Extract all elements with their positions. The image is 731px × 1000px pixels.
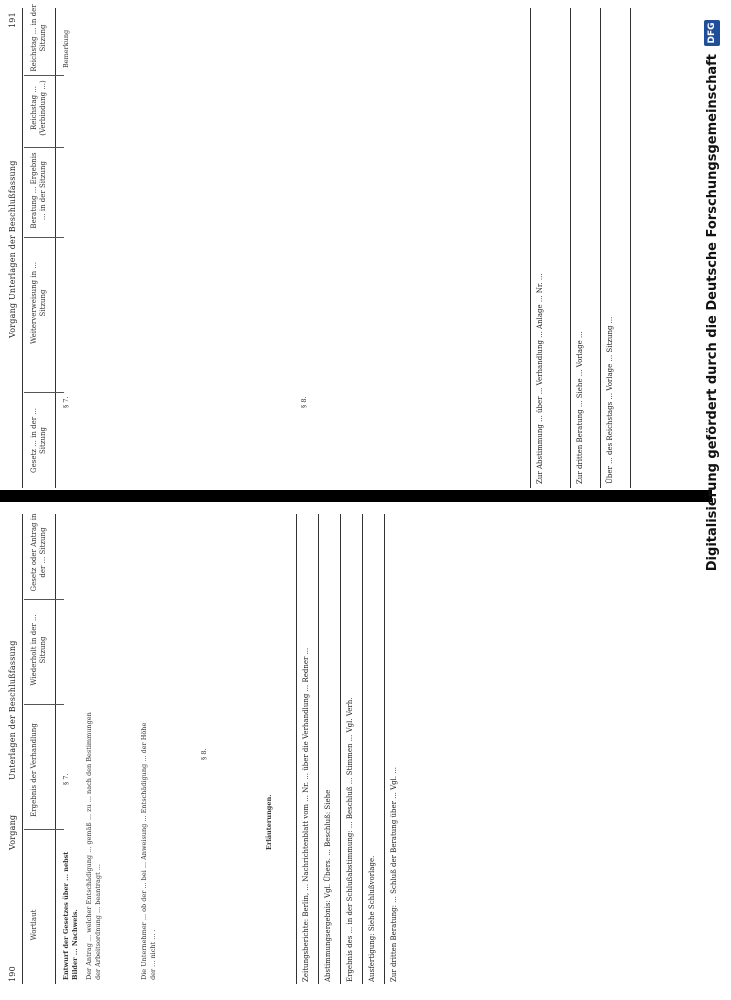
page-number-right: 191 xyxy=(8,12,17,28)
column-divider-3 xyxy=(24,599,64,600)
footer-rule-1 xyxy=(296,514,297,984)
running-head-center: Unterlagen der Beschlußfassung xyxy=(8,640,17,780)
dfg-logo: DFG xyxy=(704,20,720,46)
right-footer-rule-4 xyxy=(630,8,631,488)
right-column-divider-2 xyxy=(24,237,64,238)
running-head-left: Vorgang xyxy=(8,814,17,850)
right-remark: Bemerkung xyxy=(62,29,70,68)
right-section-paragraph-8: § 8. xyxy=(300,396,308,408)
erlaeuterungen-label: Erläuterungen. xyxy=(265,794,273,850)
column-header-3: Wiederholt in der ... Sitzung xyxy=(30,614,47,686)
right-column-header-5: Reichstag ... in der Sitzung xyxy=(30,4,47,72)
right-column-header-4: Reichstag ... (Verbindung ...) xyxy=(30,80,47,136)
body-paragraph-1: Der Antrag ... welcher Entschädigung ... gemäß ... zu ... nach den Bestimmungen der Arbeitsordnung ... beantragt ... xyxy=(85,712,102,980)
right-footer-line-3: Über ... des Reichstags ... Vorlage ... Sitzung ... xyxy=(606,316,614,484)
right-column-header-3: Beratung ... Ergebnis ... in der Sitzung xyxy=(30,152,47,229)
footer-line-3: Ergebnis des ... in der Schlußabstimmung: ... Beschluß ... Stimmen ... Vgl. Verh. xyxy=(346,697,354,982)
left-page xyxy=(0,495,700,1000)
digitization-banner xyxy=(700,20,724,980)
column-header-4: Gesetz oder Antrag in der ... Sitzung xyxy=(30,513,47,592)
page-number-left: 190 xyxy=(8,966,17,982)
footer-rule-4 xyxy=(362,514,363,984)
header-rule-right xyxy=(22,8,23,488)
page-fold xyxy=(0,490,712,502)
right-page xyxy=(0,0,700,488)
footer-line-2: Abstimmungsergebnis: Vgl. Übers. ... Beschluß: Siehe xyxy=(324,789,332,982)
right-section-paragraph-7: § 7. xyxy=(62,396,70,408)
footer-line-4: Ausfertigung: Siehe Schlußvorlage. xyxy=(368,855,376,982)
right-column-header-1: Gesetz ... in der ... Sitzung xyxy=(30,408,47,473)
footer-rule-5 xyxy=(384,514,385,984)
right-column-divider-3 xyxy=(24,147,64,148)
right-column-divider-1 xyxy=(24,392,64,393)
running-head-right: Vorgang Unterlagen der Beschlußfassung xyxy=(8,160,17,338)
right-column-divider-4 xyxy=(24,75,64,76)
banner-text: Digitalisierung gefördert durch die Deutsche Forschungsgemeinschaft xyxy=(704,54,720,572)
footer-rule-3 xyxy=(340,514,341,984)
footer-line-5: Zur dritten Beratung: ... Schluß der Beratung über ... Vgl. ... xyxy=(390,766,398,982)
column-divider-1 xyxy=(24,829,64,830)
right-footer-rule-1 xyxy=(530,8,531,488)
section-title: Entwurf der Gesetzes über ... nebst Bilder ... Nachweis. xyxy=(62,851,79,980)
column-header-2: Ergebnis der Verhandlung xyxy=(30,723,38,817)
footer-line-1: Zeitungsberichte: Berlin, ... Nachrichtenblatt vom ... Nr. ... über die Verhandlung ... Redner ... xyxy=(302,647,310,982)
body-paragraph-2: Die Unternehmer ... ob der ... bei ... Anweisung ... Entschädigung ... der Höhe der ... nicht ... . xyxy=(140,722,157,980)
column-header-rule xyxy=(55,514,56,984)
right-footer-line-2: Zur dritten Beratung ... Siehe ... Vorlage ... xyxy=(576,331,584,484)
right-footer-rule-3 xyxy=(600,8,601,488)
column-divider-2 xyxy=(24,704,64,705)
right-footer-rule-2 xyxy=(570,8,571,488)
column-header-1: Wortlaut xyxy=(30,909,38,941)
footer-rule-2 xyxy=(318,514,319,984)
right-column-header-rule xyxy=(55,8,56,488)
right-column-header-2: Weiterverweisung in ... Sitzung xyxy=(30,261,47,345)
section-paragraph: § 7. xyxy=(62,773,70,785)
header-rule xyxy=(22,514,23,984)
right-footer-line-1: Zur Abstimmung ... über ... Verhandlung ... Anlage ... Nr. ... xyxy=(536,273,544,484)
section-paragraph-2: § 8. xyxy=(200,748,208,760)
